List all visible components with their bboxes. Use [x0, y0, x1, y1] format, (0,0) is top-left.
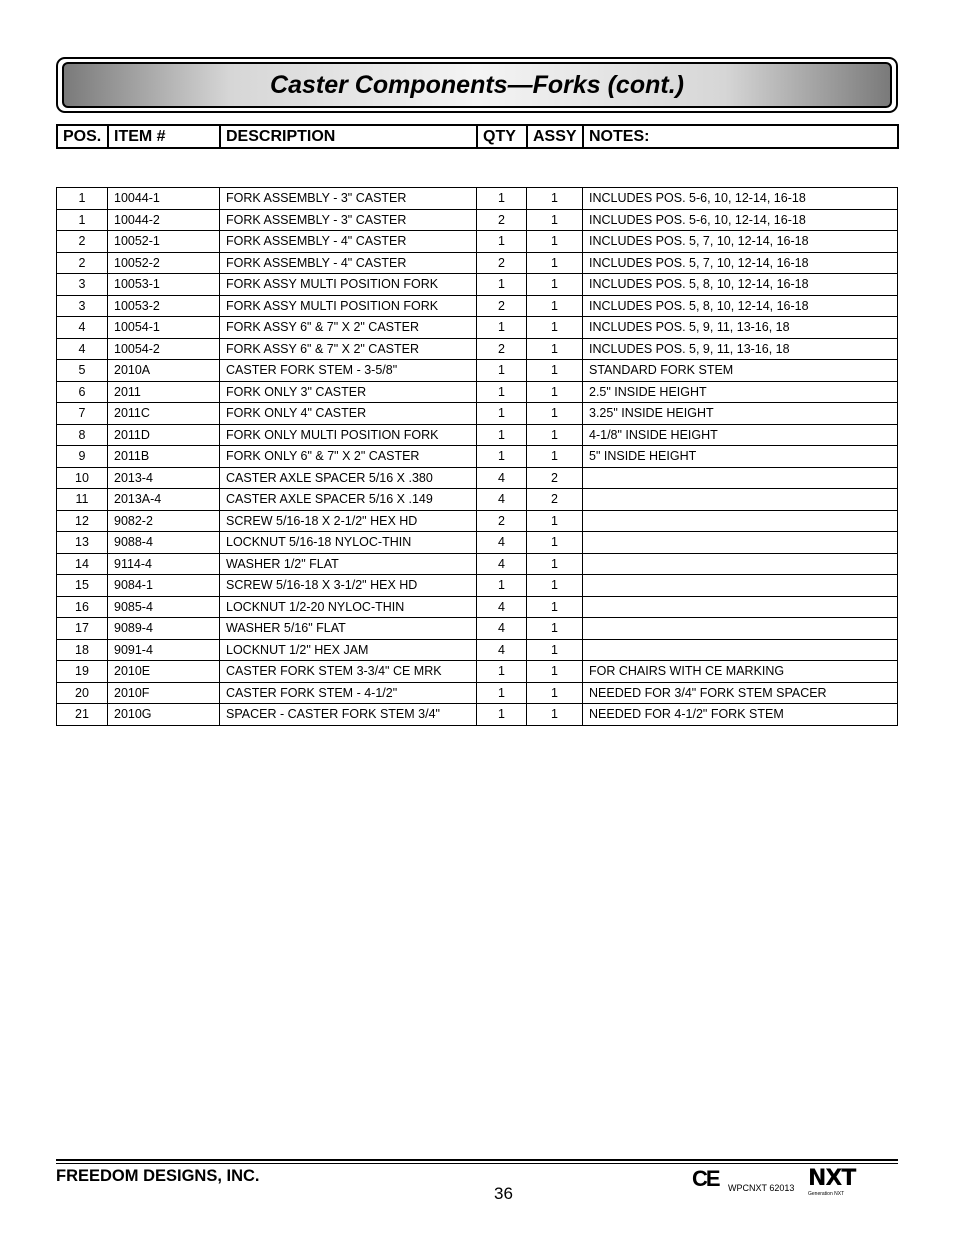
cell-pos: 18	[57, 639, 108, 661]
cell-description: WASHER 1/2" FLAT	[220, 553, 477, 575]
cell-pos: 14	[57, 553, 108, 575]
table-row	[57, 704, 898, 726]
table-row	[57, 682, 898, 704]
cell-assy: 2	[527, 489, 583, 511]
cell-assy: 1	[527, 618, 583, 640]
cell-item: 10053-1	[108, 274, 220, 296]
cell-assy: 1	[527, 446, 583, 468]
cell-assy: 1	[527, 575, 583, 597]
table-row	[57, 231, 898, 253]
cell-pos: 2	[57, 231, 108, 253]
cell-qty: 4	[477, 596, 527, 618]
cell-description: FORK ASSEMBLY - 3" CASTER	[220, 209, 477, 231]
cell-notes	[583, 467, 898, 489]
cell-pos: 13	[57, 532, 108, 554]
cell-notes: INCLUDES POS. 5, 8, 10, 12-14, 16-18	[583, 295, 898, 317]
cell-notes: INCLUDES POS. 5, 9, 11, 13-16, 18	[583, 338, 898, 360]
cell-notes	[583, 510, 898, 532]
cell-item: 10044-1	[108, 188, 220, 210]
cell-qty: 4	[477, 489, 527, 511]
cell-item: 2010A	[108, 360, 220, 382]
cell-qty: 4	[477, 553, 527, 575]
cell-qty: 1	[477, 424, 527, 446]
cell-assy: 1	[527, 295, 583, 317]
cell-description: WASHER 5/16" FLAT	[220, 618, 477, 640]
cell-qty: 2	[477, 510, 527, 532]
cell-item: 10052-1	[108, 231, 220, 253]
cell-item: 9088-4	[108, 532, 220, 554]
cell-pos: 5	[57, 360, 108, 382]
cell-qty: 1	[477, 381, 527, 403]
header-assy: ASSY	[528, 126, 584, 147]
cell-pos: 8	[57, 424, 108, 446]
table-row	[57, 338, 898, 360]
cell-item: 9089-4	[108, 618, 220, 640]
cell-assy: 1	[527, 661, 583, 683]
cell-notes: 3.25" INSIDE HEIGHT	[583, 403, 898, 425]
cell-assy: 1	[527, 360, 583, 382]
cell-qty: 4	[477, 639, 527, 661]
table-row	[57, 639, 898, 661]
cell-qty: 1	[477, 360, 527, 382]
cell-qty: 4	[477, 618, 527, 640]
cell-pos: 3	[57, 295, 108, 317]
cell-description: FORK ASSEMBLY - 4" CASTER	[220, 252, 477, 274]
title-banner-inner	[62, 62, 892, 108]
cell-assy: 1	[527, 274, 583, 296]
cell-notes: INCLUDES POS. 5-6, 10, 12-14, 16-18	[583, 188, 898, 210]
table-row	[57, 209, 898, 231]
table-row	[57, 274, 898, 296]
cell-notes: NEEDED FOR 3/4" FORK STEM SPACER	[583, 682, 898, 704]
cell-description: CASTER FORK STEM 3-3/4" CE MRK	[220, 661, 477, 683]
cell-notes	[583, 596, 898, 618]
cell-description: FORK ASSY MULTI POSITION FORK	[220, 274, 477, 296]
header-qty: QTY	[478, 126, 528, 147]
table-row	[57, 295, 898, 317]
cell-notes: NEEDED FOR 4-1/2" FORK STEM	[583, 704, 898, 726]
cell-notes: INCLUDES POS. 5, 7, 10, 12-14, 16-18	[583, 231, 898, 253]
cell-item: 9091-4	[108, 639, 220, 661]
parts-table	[56, 187, 898, 726]
cell-pos: 16	[57, 596, 108, 618]
cell-qty: 1	[477, 446, 527, 468]
cell-qty: 1	[477, 403, 527, 425]
table-row	[57, 317, 898, 339]
cell-item: 2013A-4	[108, 489, 220, 511]
cell-qty: 1	[477, 274, 527, 296]
cell-description: LOCKNUT 1/2" HEX JAM	[220, 639, 477, 661]
cell-qty: 2	[477, 252, 527, 274]
cell-description: FORK ONLY 6" & 7" X 2" CASTER	[220, 446, 477, 468]
footer-rule	[56, 1159, 898, 1161]
cell-pos: 1	[57, 209, 108, 231]
cell-description: FORK ONLY 3" CASTER	[220, 381, 477, 403]
header-item: ITEM #	[109, 126, 221, 147]
table-row	[57, 252, 898, 274]
cell-pos: 10	[57, 467, 108, 489]
cell-assy: 1	[527, 338, 583, 360]
cell-description: CASTER AXLE SPACER 5/16 X .380	[220, 467, 477, 489]
cell-assy: 1	[527, 532, 583, 554]
cell-pos: 2	[57, 252, 108, 274]
cell-assy: 1	[527, 403, 583, 425]
cell-item: 2010F	[108, 682, 220, 704]
cell-notes: INCLUDES POS. 5, 9, 11, 13-16, 18	[583, 317, 898, 339]
cell-notes: INCLUDES POS. 5, 8, 10, 12-14, 16-18	[583, 274, 898, 296]
cell-description: FORK ASSY 6" & 7" X 2" CASTER	[220, 317, 477, 339]
cell-qty: 1	[477, 188, 527, 210]
cell-notes: INCLUDES POS. 5, 7, 10, 12-14, 16-18	[583, 252, 898, 274]
cell-notes: INCLUDES POS. 5-6, 10, 12-14, 16-18	[583, 209, 898, 231]
cell-description: CASTER FORK STEM - 4-1/2"	[220, 682, 477, 704]
cell-pos: 9	[57, 446, 108, 468]
cell-pos: 7	[57, 403, 108, 425]
cell-notes	[583, 575, 898, 597]
cell-qty: 1	[477, 575, 527, 597]
cell-qty: 1	[477, 682, 527, 704]
cell-qty: 2	[477, 209, 527, 231]
nxt-logo-text: NXT	[808, 1166, 856, 1191]
cell-item: 9114-4	[108, 553, 220, 575]
nxt-logo-subtitle: Generation NXT	[808, 1191, 845, 1197]
header-pos: POS.	[58, 126, 109, 147]
cell-assy: 1	[527, 510, 583, 532]
cell-assy: 1	[527, 381, 583, 403]
cell-assy: 1	[527, 424, 583, 446]
table-row	[57, 467, 898, 489]
cell-notes	[583, 618, 898, 640]
footer-rule-thin	[56, 1163, 898, 1164]
cell-qty: 2	[477, 338, 527, 360]
table-row	[57, 188, 898, 210]
cell-description: SCREW 5/16-18 X 2-1/2" HEX HD	[220, 510, 477, 532]
cell-notes	[583, 532, 898, 554]
cell-description: FORK ONLY MULTI POSITION FORK	[220, 424, 477, 446]
cell-item: 2011	[108, 381, 220, 403]
cell-item: 9085-4	[108, 596, 220, 618]
table-row	[57, 575, 898, 597]
cell-description: LOCKNUT 5/16-18 NYLOC-THIN	[220, 532, 477, 554]
cell-assy: 1	[527, 596, 583, 618]
cell-notes: 4-1/8" INSIDE HEIGHT	[583, 424, 898, 446]
cell-item: 9084-1	[108, 575, 220, 597]
cell-qty: 1	[477, 317, 527, 339]
page-title: Caster Components—Forks (cont.)	[270, 70, 684, 99]
cell-assy: 1	[527, 682, 583, 704]
cell-item: 10044-2	[108, 209, 220, 231]
cell-pos: 4	[57, 338, 108, 360]
cell-assy: 1	[527, 553, 583, 575]
cell-description: FORK ASSEMBLY - 3" CASTER	[220, 188, 477, 210]
cell-item: 2010G	[108, 704, 220, 726]
cell-item: 9082-2	[108, 510, 220, 532]
cell-qty: 1	[477, 661, 527, 683]
cell-assy: 1	[527, 209, 583, 231]
cell-pos: 1	[57, 188, 108, 210]
cell-pos: 4	[57, 317, 108, 339]
cell-description: FORK ASSEMBLY - 4" CASTER	[220, 231, 477, 253]
page-number: 36	[494, 1184, 513, 1203]
cell-item: 2010E	[108, 661, 220, 683]
cell-item: 10052-2	[108, 252, 220, 274]
table-row	[57, 596, 898, 618]
table-row	[57, 403, 898, 425]
cell-assy: 1	[527, 639, 583, 661]
table-row	[57, 360, 898, 382]
header-notes: NOTES:	[589, 128, 650, 145]
nxt-logo	[808, 1168, 856, 1202]
table-header	[56, 124, 899, 149]
table-row	[57, 489, 898, 511]
table-row	[57, 553, 898, 575]
ce-mark-icon: CE	[692, 1166, 719, 1191]
cell-item: 10054-1	[108, 317, 220, 339]
cell-description: CASTER FORK STEM - 3-5/8"	[220, 360, 477, 382]
cell-qty: 4	[477, 532, 527, 554]
cell-qty: 1	[477, 704, 527, 726]
cell-notes: FOR CHAIRS WITH CE MARKING	[583, 661, 898, 683]
cell-pos: 6	[57, 381, 108, 403]
cell-pos: 12	[57, 510, 108, 532]
cell-item: 2011C	[108, 403, 220, 425]
cell-pos: 15	[57, 575, 108, 597]
cell-notes: 2.5" INSIDE HEIGHT	[583, 381, 898, 403]
table-row	[57, 618, 898, 640]
cell-pos: 20	[57, 682, 108, 704]
cell-qty: 4	[477, 467, 527, 489]
table-row	[57, 661, 898, 683]
cell-notes: 5" INSIDE HEIGHT	[583, 446, 898, 468]
cell-assy: 1	[527, 231, 583, 253]
cell-assy: 1	[527, 317, 583, 339]
cell-item: 2011B	[108, 446, 220, 468]
cell-item: 10054-2	[108, 338, 220, 360]
cell-description: SPACER - CASTER FORK STEM 3/4"	[220, 704, 477, 726]
cell-pos: 19	[57, 661, 108, 683]
cell-notes: STANDARD FORK STEM	[583, 360, 898, 382]
cell-description: FORK ONLY 4" CASTER	[220, 403, 477, 425]
title-banner	[56, 57, 898, 113]
table-row	[57, 381, 898, 403]
cell-description: LOCKNUT 1/2-20 NYLOC-THIN	[220, 596, 477, 618]
cell-assy: 1	[527, 252, 583, 274]
cell-item: 10053-2	[108, 295, 220, 317]
cell-assy: 1	[527, 704, 583, 726]
cell-pos: 17	[57, 618, 108, 640]
cell-item: 2013-4	[108, 467, 220, 489]
cell-description: FORK ASSY 6" & 7" X 2" CASTER	[220, 338, 477, 360]
header-description: DESCRIPTION	[221, 126, 478, 147]
cell-pos: 11	[57, 489, 108, 511]
table-row	[57, 446, 898, 468]
cell-notes	[583, 489, 898, 511]
table-row	[57, 532, 898, 554]
cell-pos: 3	[57, 274, 108, 296]
cell-notes	[583, 639, 898, 661]
table-row	[57, 510, 898, 532]
cell-pos: 21	[57, 704, 108, 726]
cell-qty: 1	[477, 231, 527, 253]
cell-assy: 2	[527, 467, 583, 489]
parts-table-body	[57, 188, 898, 726]
document-code: WPCNXT 62013	[728, 1183, 795, 1193]
table-row	[57, 424, 898, 446]
company-name: FREEDOM DESIGNS, INC.	[56, 1167, 260, 1185]
cell-assy: 1	[527, 188, 583, 210]
cell-item: 2011D	[108, 424, 220, 446]
cell-qty: 2	[477, 295, 527, 317]
cell-description: SCREW 5/16-18 X 3-1/2" HEX HD	[220, 575, 477, 597]
cell-notes	[583, 553, 898, 575]
cell-description: FORK ASSY MULTI POSITION FORK	[220, 295, 477, 317]
cell-description: CASTER AXLE SPACER 5/16 X .149	[220, 489, 477, 511]
